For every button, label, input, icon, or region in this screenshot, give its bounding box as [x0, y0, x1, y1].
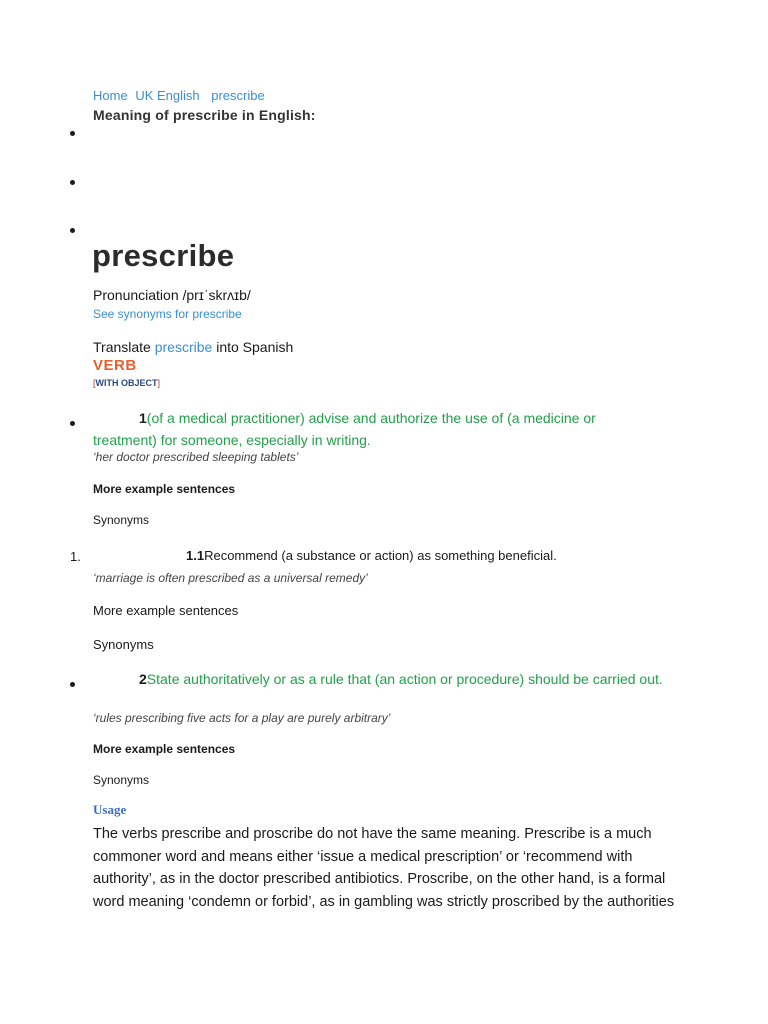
sense-text: State authoritatively or as a rule that (an action or procedure) should be carried out. — [146, 671, 663, 687]
translate-word-link[interactable]: prescribe — [154, 339, 213, 355]
sense-number: 2 — [139, 671, 147, 687]
synonyms-link[interactable]: Synonyms — [93, 637, 154, 652]
sense-text: (of a medical practitioner) advise and authorize the use of (a medicine or treatment) for someone, especially in writing. — [93, 410, 596, 448]
translate-line — [93, 339, 293, 355]
list-bullet — [70, 131, 75, 136]
sense-2-definition — [93, 668, 663, 690]
sense-number: 1.1 — [186, 548, 205, 563]
usage-text: The verbs prescribe and proscribe do not have the same meaning. Prescribe is a much commoner word and means either ‘issue a medical prescription’ or ‘recommend with authority’, as in the doctor prescribed antibiotics. Proscribe, on the other hand, is a formal word meaning ‘condemn or forbid’, as in gambling was strictly proscribed by the authorities — [93, 826, 675, 910]
sense-text: Recommend (a substance or action) as something beneficial. — [204, 548, 557, 563]
list-number: 1. — [70, 549, 81, 564]
grammar-close-bracket: ] — [157, 378, 161, 388]
example-sentence: ‘rules prescribing five acts for a play are purely arbitrary’ — [93, 711, 391, 725]
more-examples-link[interactable]: More example sentences — [93, 482, 236, 496]
part-of-speech: VERB — [93, 357, 137, 374]
synonyms-link[interactable]: Synonyms — [93, 513, 150, 527]
sense-number: 1 — [139, 410, 147, 426]
grammar-open-bracket: [ — [93, 378, 96, 388]
translate-suffix: into Spanish — [216, 339, 294, 355]
sense-bullet — [70, 682, 75, 687]
list-bullet — [70, 228, 75, 233]
breadcrumb-home-link[interactable]: Home — [93, 88, 128, 103]
headword: prescribe — [92, 238, 235, 273]
grammar-note — [93, 378, 160, 388]
breadcrumb-current[interactable]: prescribe — [211, 88, 265, 103]
example-sentence: ‘her doctor prescribed sleeping tablets’ — [93, 450, 299, 464]
pronunciation: Pronunciation /prɪˈskrʌɪb/ — [93, 287, 251, 303]
translate-prefix: Translate — [93, 339, 151, 355]
more-examples-link[interactable]: More example sentences — [93, 742, 236, 756]
synonyms-link[interactable]: Synonyms — [93, 773, 150, 787]
list-bullet — [70, 180, 75, 185]
meaning-heading: Meaning of prescribe in English: — [93, 107, 316, 123]
see-synonyms-link[interactable]: See synonyms for prescribe — [93, 307, 242, 321]
sense-1-1-definition — [186, 548, 557, 563]
more-examples-link[interactable]: More example sentences — [93, 603, 239, 618]
breadcrumb-dictionary-link[interactable]: UK English — [135, 88, 200, 103]
breadcrumb — [93, 88, 269, 103]
sense-bullet — [70, 421, 75, 426]
usage-heading: Usage — [93, 802, 127, 817]
grammar-note-text: WITH OBJECT — [95, 378, 158, 388]
sense-1-definition — [93, 407, 663, 451]
example-sentence: ‘marriage is often prescribed as a universal remedy’ — [93, 571, 368, 585]
